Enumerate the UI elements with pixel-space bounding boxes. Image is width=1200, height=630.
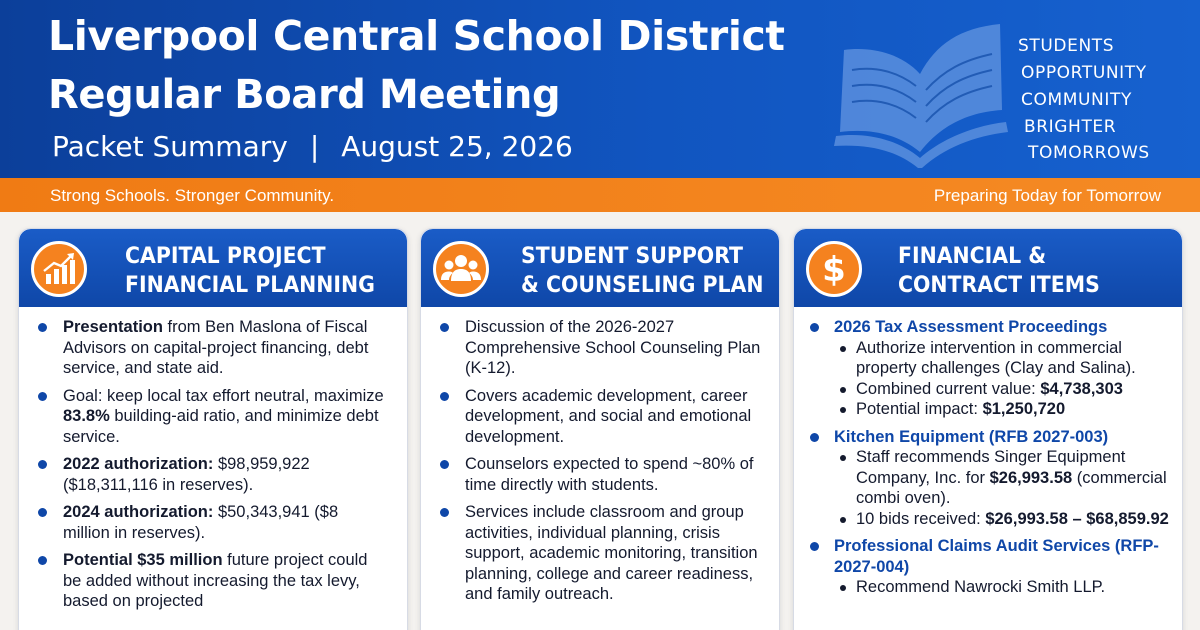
packet-line <box>52 130 573 163</box>
card-title-line: FINANCIAL & <box>898 244 1047 269</box>
list-item <box>856 379 1170 400</box>
sub-list <box>834 447 1170 529</box>
item-bold: $26,993.58 – $68,859.92 <box>985 509 1169 528</box>
section-kitchen-equipment <box>794 427 1182 530</box>
meeting-title: Regular Board Meeting <box>48 72 561 118</box>
svg-text:$: $ <box>822 250 846 290</box>
list-item <box>856 509 1170 530</box>
list-item: Authorize intervention in commercial property challenges (Clay and Salina). <box>856 338 1170 379</box>
value-item: BRIGHTER <box>1024 117 1117 137</box>
list-item <box>63 550 389 612</box>
section-title: 2026 Tax Assessment Proceedings <box>834 317 1170 338</box>
card-header <box>421 229 779 307</box>
item-bold: Potential $35 million <box>63 551 223 569</box>
icon-badge <box>31 241 87 297</box>
card-header <box>19 229 407 307</box>
packet-separator: | <box>309 130 320 163</box>
card-title <box>521 242 764 300</box>
card-title-line: & COUNSELING PLAN <box>521 273 764 298</box>
item-text: Goal: keep local tax effort neutral, maximize <box>63 386 384 405</box>
value-item: COMMUNITY <box>1021 90 1132 110</box>
card-header <box>794 229 1182 307</box>
card-body <box>794 317 1182 605</box>
item-bold: 2024 authorization: <box>63 503 214 521</box>
item-bold: 83.8% <box>63 407 110 425</box>
card-student-support <box>420 228 780 630</box>
item-bold: $26,993.58 <box>989 468 1073 487</box>
bullet-list <box>421 317 779 605</box>
section-title: Kitchen Equipment (RFB 2027-003) <box>834 427 1170 448</box>
bullet-list <box>19 317 407 612</box>
list-item: Recommend Nawrocki Smith LLP. <box>856 577 1170 598</box>
value-item: STUDENTS <box>1018 36 1115 56</box>
section-tax-assessment <box>794 317 1182 420</box>
meeting-date: August 25, 2026 <box>341 130 573 163</box>
item-bold: 2022 authorization: <box>63 455 214 473</box>
value-item: OPPORTUNITY <box>1021 63 1147 83</box>
item-bold: Presentation <box>63 318 163 336</box>
card-title-line: CONTRACT ITEMS <box>898 273 1100 298</box>
card-title-line: FINANCIAL PLANNING <box>125 273 375 298</box>
sub-list <box>834 338 1170 420</box>
list-item: Services include classroom and group activities, individual planning, crisis support, academic monitoring, transition planning, college and career readiness, and family outreach. <box>465 502 765 605</box>
item-text: future project could be added without increasing the tax levy, based on projected <box>63 551 368 610</box>
item-text: 10 bids received: <box>856 509 986 528</box>
packet-label: Packet Summary <box>52 130 288 163</box>
section-claims-audit <box>794 536 1182 598</box>
card-body <box>19 317 407 619</box>
item-text: $98,959,922 ($18,311,116 in reserves). <box>63 455 310 494</box>
value-item: TOMORROWS <box>1028 143 1150 163</box>
tagline-right: Preparing Today for Tomorrow <box>933 186 1161 205</box>
list-item <box>63 386 389 448</box>
card-capital-project <box>18 228 408 630</box>
item-text: $50,343,941 ($8 million in reserves). <box>63 503 339 542</box>
item-bold: $1,250,720 <box>982 400 1066 418</box>
open-book-icon <box>832 14 1008 172</box>
sub-list <box>834 577 1170 598</box>
bar-chart-growth-icon <box>34 244 84 294</box>
dollar-sign-icon <box>809 244 859 294</box>
list-item: Covers academic development, career development, and social and emotional development. <box>465 386 765 448</box>
list-item <box>63 317 389 379</box>
list-item: Discussion of the 2026-2027 Comprehensive School Counseling Plan (K-12). <box>465 317 765 379</box>
card-title <box>125 242 375 300</box>
item-text: building-aid ratio, and minimize debt service. <box>63 407 379 446</box>
card-title <box>898 242 1100 300</box>
card-financial-contract <box>793 228 1183 630</box>
item-text: Combined current value: <box>856 379 1041 398</box>
list-item <box>856 399 1170 420</box>
icon-badge <box>806 241 862 297</box>
item-text: (commercial combi oven). <box>856 468 1167 507</box>
header-banner <box>0 0 1200 178</box>
list-item <box>856 447 1170 509</box>
list-item <box>63 454 389 495</box>
section-title: Professional Claims Audit Services (RFP-2027-004) <box>834 536 1170 577</box>
district-title: Liverpool Central School District <box>48 12 785 60</box>
item-text: Staff recommends Singer Equipment Company, Inc. for <box>856 448 1126 487</box>
card-body <box>421 317 779 612</box>
people-group-icon <box>436 244 486 294</box>
values-list <box>1018 33 1150 165</box>
card-title-line: CAPITAL PROJECT <box>125 244 326 269</box>
item-text: from Ben Maslona of Fiscal Advisors on capital-project financing, debt service, and state aid. <box>63 318 369 377</box>
tagline-left: Strong Schools. Stronger Community. <box>50 186 335 205</box>
list-item: Counselors expected to spend ~80% of time directly with students. <box>465 454 765 495</box>
list-item <box>63 502 389 543</box>
item-bold: $4,738,303 <box>1040 379 1123 398</box>
tagline-band <box>0 178 1200 212</box>
card-title-line: STUDENT SUPPORT <box>521 244 743 269</box>
icon-badge <box>433 241 489 297</box>
item-text: Potential impact: <box>856 400 983 418</box>
